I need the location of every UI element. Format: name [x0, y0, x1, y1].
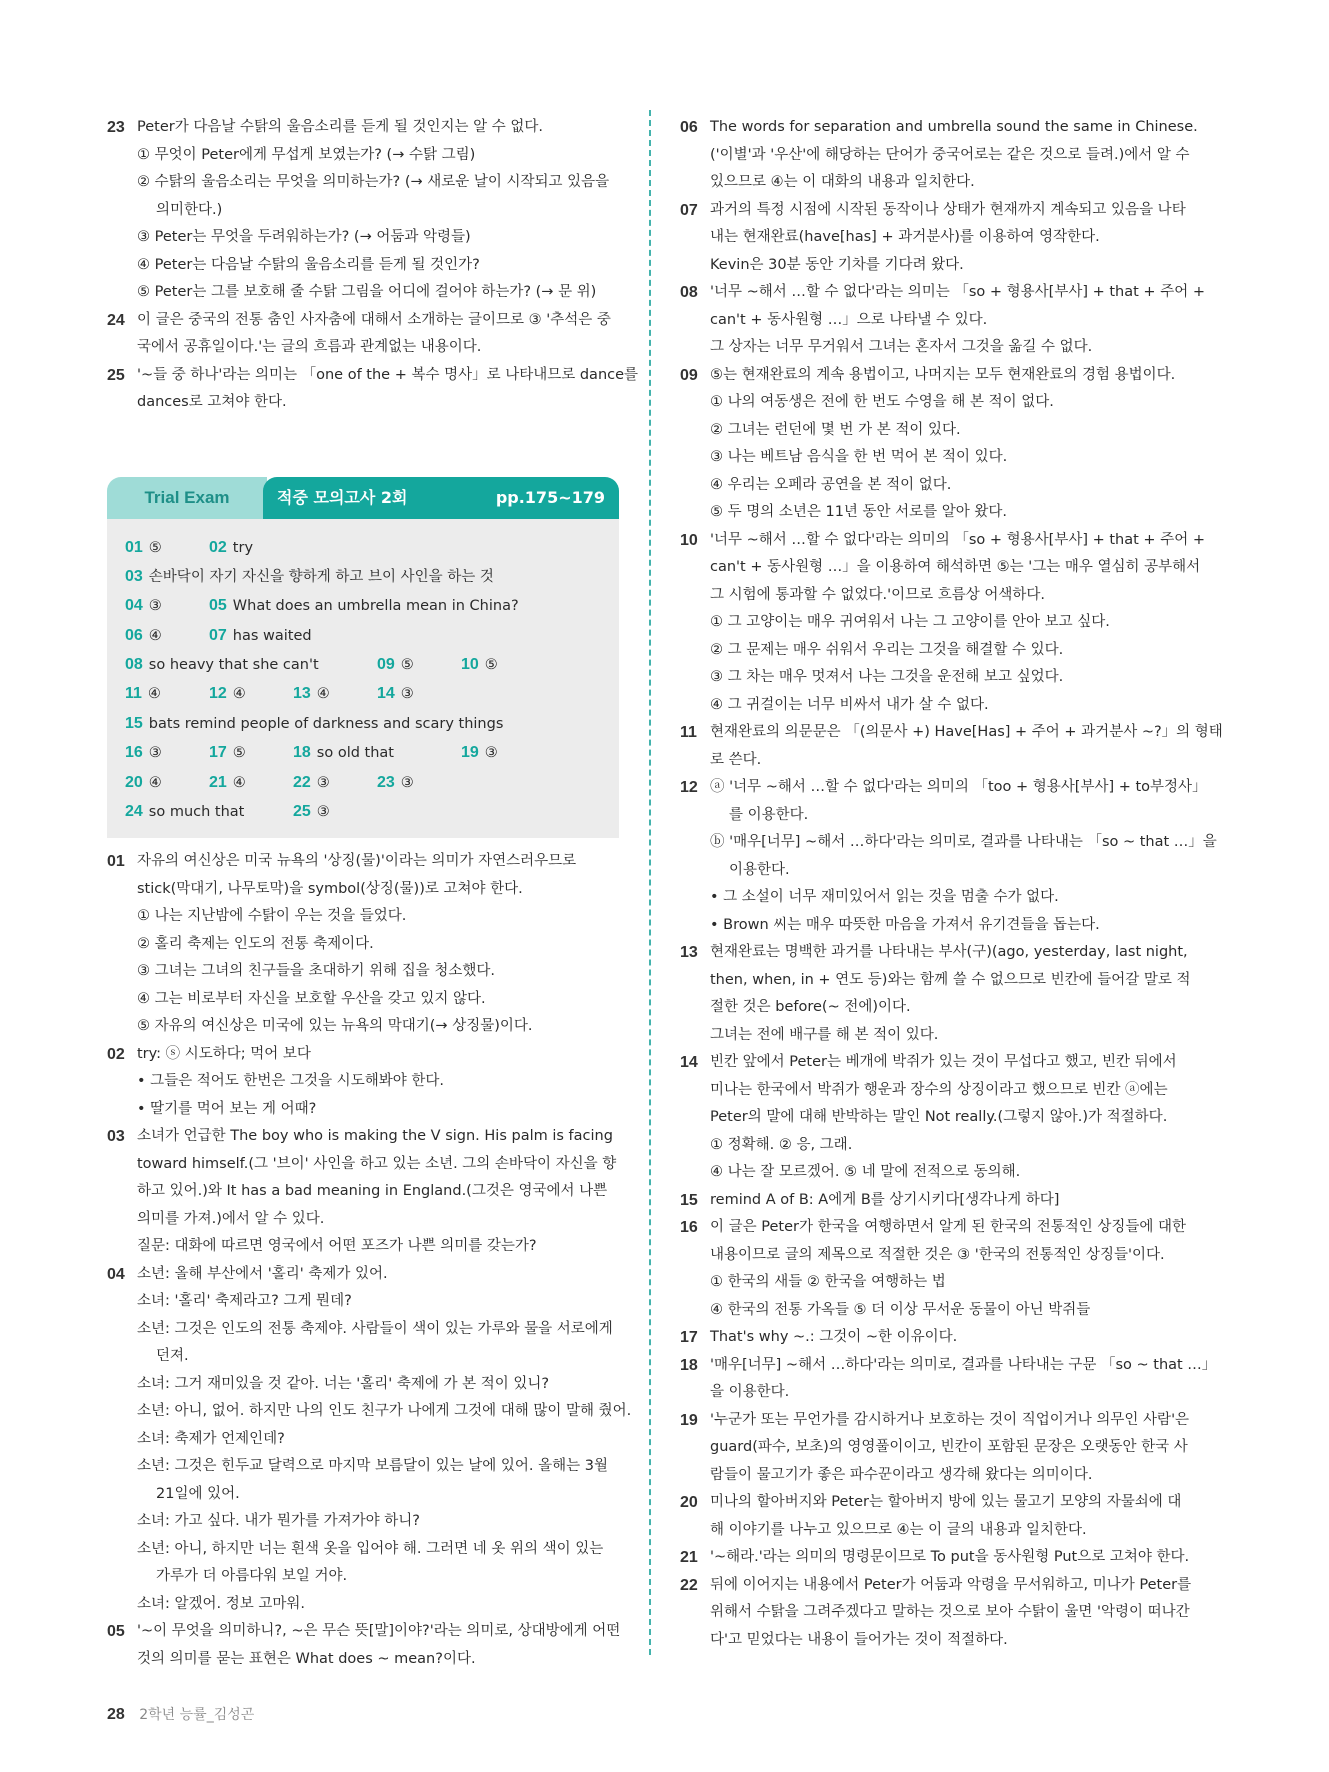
answer-number: 23: [377, 773, 395, 791]
question-number: 15: [680, 1191, 698, 1209]
answer-value: ⑤: [484, 657, 498, 674]
explanation-item: [680, 1544, 1195, 1572]
explanation-line: • 딸기를 먹어 보는 게 어때?: [137, 1100, 317, 1117]
answer-value: ⑤: [232, 745, 246, 762]
explanation-line: '~해라.'라는 의미의 명령문이므로 To put을 동사원형 Put으로 고쳐야 한다.: [710, 1549, 1190, 1565]
answer-number: 19: [461, 744, 479, 762]
answer-number: 01: [125, 538, 143, 556]
answer-cell: [125, 738, 162, 768]
explanation-line: remind A of B: A에게 B를 상기시키다[생각나게 하다]: [710, 1191, 1060, 1208]
trial-exam-tab: Trial Exam: [107, 477, 267, 519]
explanation-line: Kevin은 30분 동안 기차를 기다려 왔다.: [710, 256, 964, 273]
explanation-line: ⑤ 자유의 여신상은 미국에 있는 뉴욕의 막대기(→ 상징물)이다.: [137, 1018, 533, 1035]
explanation-body: [710, 279, 1205, 362]
explanation-line: ② 수탉의 울음소리는 무엇을 의미하는가? (→ 새로운 날이 시작되고 있음을: [137, 174, 610, 190]
answer-row: [125, 562, 601, 591]
answer-cell: [209, 679, 246, 709]
answer-number: 11: [125, 685, 142, 703]
page-number: 28: [107, 1706, 125, 1723]
answer-number: 10: [461, 656, 479, 674]
trial-exam-pages: pp.175~179: [495, 487, 605, 507]
question-number: 20: [680, 1494, 698, 1511]
question-number: 08: [680, 284, 698, 301]
explanation-line: '너무 ~해서 …할 수 없다'라는 의미의 「so + 형용사[부사] + that + 주어 +: [710, 531, 1205, 548]
explanation-body: [710, 1407, 1195, 1490]
answer-number: 08: [125, 656, 143, 674]
explanation-line: 뒤에 이어지는 내용에서 Peter가 어둠과 악령을 무서워하고, 미나가 Peter를: [710, 1576, 1192, 1593]
explanation-line: ② 그 문제는 매우 쉬워서 우리는 그것을 해결할 수 있다.: [710, 641, 1064, 658]
explanation-item: [107, 848, 619, 1041]
explanation-body: [710, 1544, 1195, 1572]
answer-value: ③: [316, 774, 330, 791]
explanation-line: 소녀: 축제가 언제인데?: [137, 1430, 285, 1447]
explanation-line: 다'고 믿었다는 내용이 들어가는 것이 적절하다.: [710, 1631, 1008, 1648]
explanation-line: then, when, in + 연도 등)와는 함께 쓸 수 없으므로 빈칸에 들어갈 말로 적: [710, 971, 1191, 988]
explanation-item: [107, 362, 639, 417]
answer-cell: [125, 679, 161, 709]
answer-cell: [293, 679, 330, 709]
right-column: [680, 114, 1223, 1654]
explanation-line: 미나의 할아버지와 Peter는 할아버지 방에 있는 물고기 모양의 자물쇠에 대: [710, 1494, 1182, 1510]
explanation-line: guard(파수, 보초)의 영영풀이이고, 빈칸이 포함된 문장은 오랫동안 한국 사: [710, 1439, 1188, 1455]
explanation-item: [680, 1352, 1217, 1407]
answer-cell: [377, 768, 414, 798]
question-number: 05: [107, 1623, 125, 1641]
answer-value: ③: [148, 745, 162, 762]
answer-cell: [125, 533, 162, 563]
explanation-body: [137, 1261, 631, 1619]
explanations-23-25: [107, 114, 639, 417]
answer-row: [125, 679, 601, 708]
column-divider: [649, 110, 651, 1655]
explanation-body: [137, 307, 619, 362]
question-number: 14: [680, 1054, 698, 1071]
explanation-line: 21일에 있어.: [156, 1485, 240, 1502]
explanation-item: [107, 307, 619, 362]
explanation-line: 를 이용한다.: [729, 806, 809, 823]
explanation-line: ② 그녀는 런던에 몇 번 가 본 적이 있다.: [710, 421, 961, 438]
question-number: 25: [107, 366, 125, 384]
answer-number: 03: [125, 567, 143, 585]
explanation-body: [137, 1618, 620, 1673]
answer-cell: [125, 709, 503, 739]
explanation-line: ④ 나는 잘 모르겠어. ⑤ 네 말에 전적으로 동의해.: [710, 1164, 1021, 1180]
answer-number: 25: [293, 803, 311, 821]
answer-value: so old that: [316, 745, 394, 762]
question-number: 22: [680, 1576, 698, 1594]
answer-value: ④: [148, 627, 162, 644]
answer-value: ③: [316, 804, 330, 821]
question-number: 24: [107, 311, 125, 329]
answer-cell: [293, 768, 330, 798]
trial-exam-box: [107, 477, 619, 839]
explanation-line: 의미한다.): [156, 201, 223, 218]
explanation-line: ⑤는 현재완료의 계속 용법이고, 나머지는 모두 현재완료의 경험 용법이다.: [710, 366, 1176, 383]
answer-value: What does an umbrella mean in China?: [232, 598, 519, 615]
explanation-line: ① 나의 여동생은 전에 한 번도 수영을 해 본 적이 없다.: [710, 394, 1054, 410]
explanation-line: ('이별'과 '우산'에 해당하는 단어가 중국어로는 같은 것으로 들려.)에서 알 수: [710, 146, 1190, 163]
answer-row: [125, 768, 601, 797]
explanation-body: [710, 114, 1198, 197]
answer-number: 09: [377, 656, 395, 674]
explanation-line: ① 나는 지난밤에 수탉이 우는 것을 들었다.: [137, 908, 407, 925]
question-number: 21: [680, 1549, 698, 1566]
explanation-line: • 그 소설이 너무 재미있어서 읽는 것을 멈출 수가 없다.: [710, 889, 1059, 905]
answer-number: 20: [125, 773, 143, 791]
explanation-line: 소녀: '홀리' 축제라고? 그게 뭔데?: [137, 1293, 352, 1310]
explanation-item: [680, 939, 1195, 1049]
explanation-item: [680, 279, 1205, 362]
explanation-body: [710, 1572, 1195, 1655]
explanation-item: [680, 1049, 1195, 1187]
explanation-line: The words for separation and umbrella sound the same in Chinese.: [710, 119, 1198, 135]
question-number: 09: [680, 366, 698, 384]
explanation-line: 위해서 수탉을 그려주겠다고 말하는 것으로 보아 수탉이 울면 '악령이 떠나간: [710, 1604, 1190, 1620]
explanation-line: 소년: 아니, 없어. 하지만 나의 인도 친구가 나에게 그것에 대해 많이 말해 줬어.: [137, 1403, 632, 1420]
explanation-line: ④ Peter는 다음날 수탉의 울음소리를 듣게 될 것인가?: [137, 256, 480, 273]
explanation-line: Peter의 말에 대해 반박하는 말인 Not really.(그렇지 않아.)가 적절하다.: [710, 1109, 1168, 1125]
answer-cell: [209, 621, 312, 651]
explanation-line: ⓑ '매우[너무] ~해서 …하다'라는 의미로, 결과를 나타내는 「so ~ that …」을: [710, 834, 1217, 850]
answer-cell: [125, 650, 319, 680]
explanation-item: [680, 362, 1195, 527]
answer-value: ④: [316, 686, 330, 703]
left-column: [107, 114, 639, 1673]
explanation-body: [137, 1123, 619, 1261]
explanation-line: can't + 동사원형 …」으로 나타낼 수 있다.: [710, 311, 988, 328]
explanation-line: 그녀는 전에 배구를 해 본 적이 있다.: [710, 1026, 939, 1043]
explanation-line: can't + 동사원형 …」을 이용하여 해석하면 ⑤는 '그는 매우 열심히 공부해서: [710, 559, 1201, 575]
explanation-body: [710, 1049, 1195, 1187]
answer-cell: [377, 679, 414, 709]
question-number: 02: [107, 1045, 125, 1063]
explanation-line: ③ 그 차는 매우 멋져서 나는 그것을 운전해 보고 싶었다.: [710, 669, 1064, 685]
explanation-line: • Brown 씨는 매우 따뜻한 마음을 가져서 유기견들을 돕는다.: [710, 916, 1100, 933]
explanation-line: ③ 그녀는 그녀의 친구들을 초대하기 위해 집을 청소했다.: [137, 963, 496, 980]
explanation-line: 이 글은 Peter가 한국을 여행하면서 알게 된 한국의 전통적인 상징들에 대한: [710, 1219, 1187, 1235]
explanation-body: [710, 1214, 1195, 1324]
question-number: 23: [107, 119, 125, 136]
explanation-line: '너무 ~해서 …할 수 없다'라는 의미는 「so + 형용사[부사] + that + 주어 +: [710, 284, 1205, 300]
explanation-line: 소년: 그것은 힌두교 달력으로 마지막 보름달이 있는 날에 있어. 올해는 3월: [137, 1458, 609, 1475]
answer-value: ③: [148, 598, 162, 615]
explanation-line: 소녀: 그거 재미있을 것 같아. 너는 '홀리' 축제에 가 본 적이 있니?: [137, 1375, 550, 1392]
answer-row: [125, 709, 601, 738]
explanation-body: [710, 1324, 1195, 1352]
answer-cell: [293, 738, 394, 768]
answer-cell: [125, 621, 162, 651]
explanation-line: 이 글은 중국의 전통 춤인 사자춤에 대해서 소개하는 글이므로 ③ '추석은 중: [137, 311, 611, 328]
explanation-body: [710, 1489, 1195, 1544]
answer-row: [125, 621, 601, 650]
explanation-line: 람들이 물고기가 좋은 파수꾼이라고 생각해 왔다는 의미이다.: [710, 1466, 1093, 1483]
explanation-line: '누군가 또는 무언가를 감시하거나 보호하는 것이 직업이거나 의무인 사람'은: [710, 1411, 1190, 1428]
explanation-body: [710, 527, 1205, 720]
explanation-item: [107, 1041, 619, 1124]
answer-value: so heavy that she can't: [148, 657, 319, 674]
explanation-line: 가루가 더 아름다워 보일 거야.: [156, 1568, 348, 1585]
answer-value: so much that: [148, 804, 245, 821]
explanations-01-05: [107, 848, 632, 1673]
explanation-line: ① 정확해. ② 응, 그래.: [710, 1136, 853, 1153]
answer-row: [125, 533, 601, 562]
question-number: 16: [680, 1219, 698, 1236]
explanation-line: That's why ~.: 그것이 ~한 이유이다.: [710, 1329, 958, 1345]
answer-value: try: [232, 539, 254, 556]
explanation-body: [710, 939, 1195, 1049]
answer-value: ④: [232, 774, 246, 791]
explanation-body: [137, 1041, 619, 1124]
explanation-line: 하고 있어.)와 It has a bad meaning in England.(그것은 영국에서 나쁜: [137, 1183, 608, 1200]
answer-cell: [125, 562, 494, 592]
answer-number: 07: [209, 626, 227, 644]
question-number: 12: [680, 779, 698, 796]
explanation-line: 그 상자는 너무 무거워서 그녀는 혼자서 그것을 옮길 수 없다.: [710, 339, 1093, 355]
answer-row: [125, 797, 601, 826]
answer-value: has waited: [232, 627, 312, 644]
explanation-line: 이용한다.: [729, 861, 790, 878]
answer-number: 15: [125, 714, 143, 732]
answer-number: 22: [293, 773, 311, 791]
answer-value: ④: [148, 774, 162, 791]
explanation-line: 질문: 대화에 따르면 영국에서 어떤 포즈가 나쁜 의미를 갖는가?: [137, 1238, 537, 1255]
explanation-item: [107, 114, 619, 307]
answer-value: ③: [400, 774, 414, 791]
answer-number: 21: [209, 773, 227, 791]
explanation-line: stick(막대기, 나무토막)을 symbol(상징(물))로 고쳐야 한다.: [137, 880, 523, 897]
question-number: 01: [107, 853, 125, 871]
question-number: 07: [680, 201, 698, 219]
explanation-line: ④ 한국의 전통 가옥들 ⑤ 더 이상 무서운 동물이 아닌 박쥐들: [710, 1301, 1091, 1318]
explanation-body: [137, 848, 619, 1041]
explanation-line: 현재완료의 의문문은 「(의문사 +) Have[Has] + 주어 + 과거분사 ~?」의 형태: [710, 724, 1223, 740]
explanation-line: 있으므로 ④는 이 대화의 내용과 일치한다.: [710, 174, 975, 190]
explanation-line: ⑤ Peter는 그를 보호해 줄 수탉 그림을 어디에 걸어야 하는가? (→ 문 위): [137, 284, 597, 300]
explanation-line: 소년: 그것은 인도의 전통 축제야. 사람들이 색이 있는 가루와 물을 서로에게: [137, 1320, 613, 1337]
explanation-line: 빈칸 앞에서 Peter는 베개에 박쥐가 있는 것이 무섭다고 했고, 빈칸 뒤에서: [710, 1054, 1177, 1070]
explanation-item: [107, 1618, 619, 1673]
answer-number: 13: [293, 685, 311, 703]
answer-cell: [293, 797, 330, 827]
explanation-body: [710, 197, 1195, 280]
explanation-item: [680, 114, 1198, 197]
answer-number: 14: [377, 685, 395, 703]
explanation-item: [680, 1324, 1195, 1352]
answer-number: 06: [125, 626, 143, 644]
explanation-line: Peter가 다음날 수탉의 울음소리를 듣게 될 것인지는 알 수 없다.: [137, 119, 543, 135]
answer-value: 손바닥이 자기 자신을 향하게 하고 브이 사인을 하는 것: [148, 568, 494, 585]
explanation-line: ③ 나는 베트남 음식을 한 번 먹어 본 적이 있다.: [710, 449, 1008, 465]
explanation-item: [107, 1123, 619, 1261]
explanation-line: 내용이므로 글의 제목으로 적절한 것은 ③ '한국의 전통적인 상징들'이다.: [710, 1246, 1165, 1263]
explanation-line: 로 쓴다.: [710, 751, 762, 768]
answer-number: 12: [209, 685, 227, 703]
answer-row: [125, 591, 601, 620]
answer-cell: [209, 591, 519, 621]
answer-cell: [209, 738, 246, 768]
answer-number: 18: [293, 744, 311, 762]
explanation-line: '매우[너무] ~해서 …하다'라는 의미로, 결과를 나타내는 구문 「so ~ that …」: [710, 1356, 1217, 1373]
trial-exam-title: 적중 모의고사 2회: [277, 487, 408, 507]
explanation-body: [710, 1187, 1195, 1215]
answer-cell: [125, 797, 244, 827]
explanation-line: ① 한국의 새들 ② 한국을 여행하는 법: [710, 1274, 946, 1290]
question-number: 03: [107, 1128, 125, 1146]
explanation-line: 국에서 공휴일이다.'는 글의 흐름과 관계없는 내용이다.: [137, 339, 482, 355]
question-number: 11: [680, 724, 697, 741]
explanation-item: [107, 1261, 632, 1619]
explanation-line: 해 이야기를 나누고 있으므로 ④는 이 글의 내용과 일치한다.: [710, 1521, 1087, 1538]
explanation-line: 그 시험에 통과할 수 없었다.'이므로 흐름상 어색하다.: [710, 586, 1046, 603]
answer-number: 17: [209, 744, 227, 762]
explanation-line: ② 홀리 축제는 인도의 전통 축제이다.: [137, 935, 374, 952]
explanation-item: [680, 1407, 1195, 1490]
explanation-line: 소녀: 가고 싶다. 내가 뭔가를 가져가야 하니?: [137, 1513, 420, 1530]
question-number: 04: [107, 1265, 125, 1283]
explanation-line: 내는 현재완료(have[has] + 과거분사)를 이용하여 영작한다.: [710, 229, 1100, 245]
explanation-body: [710, 719, 1223, 774]
answer-value: bats remind people of darkness and scary things: [148, 715, 504, 732]
explanation-line: toward himself.(그 '브이' 사인을 하고 있는 소년. 그의 손바닥이 자신을 향: [137, 1155, 617, 1172]
explanation-line: 것의 의미를 묻는 표현은 What does ~ mean?이다.: [137, 1650, 476, 1667]
answer-value: ③: [484, 745, 498, 762]
explanation-item: [680, 1572, 1195, 1655]
explanation-line: 소년: 올해 부산에서 '홀리' 축제가 있어.: [137, 1265, 388, 1282]
explanation-line: 과거의 특정 시점에 시작된 동작이나 상태가 현재까지 계속되고 있음을 나타: [710, 201, 1186, 218]
page-footer: [107, 1704, 254, 1724]
answer-cell: [461, 738, 498, 768]
explanation-line: 미나는 한국에서 박쥐가 행운과 장수의 상징이라고 했으므로 빈칸 ⓐ에는: [710, 1081, 1168, 1098]
footer-text: 2학년 능률_김성곤: [139, 1707, 255, 1723]
explanation-body: [710, 774, 1217, 939]
answer-cell: [125, 768, 162, 798]
explanation-line: • 그들은 적어도 한번은 그것을 시도해봐야 한다.: [137, 1073, 444, 1090]
question-number: 17: [680, 1329, 698, 1346]
answer-value: ⑤: [148, 539, 162, 556]
trial-exam-title-bar: [263, 477, 619, 519]
question-number: 10: [680, 531, 698, 549]
explanation-body: [710, 1352, 1216, 1407]
explanation-line: 소년: 아니, 하지만 너는 흰색 옷을 입어야 해. 그러면 네 옷 위의 색이 있는: [137, 1540, 604, 1557]
question-number: 06: [680, 119, 698, 136]
explanation-item: [680, 527, 1205, 720]
answer-row: [125, 738, 601, 767]
explanation-line: 소녀: 알겠어. 정보 고마워.: [137, 1595, 306, 1612]
explanation-body: [137, 362, 638, 417]
explanation-line: '~들 중 하나'라는 의미는 「one of the + 복수 명사」로 나타내므로 dance를: [137, 366, 639, 383]
explanation-line: 을 이용한다.: [710, 1384, 790, 1400]
explanation-line: ④ 우리는 오페라 공연을 본 적이 없다.: [710, 476, 952, 493]
answer-number: 24: [125, 803, 143, 821]
explanation-line: ④ 그 귀걸이는 너무 비싸서 내가 살 수 없다.: [710, 696, 989, 713]
explanation-line: 절한 것은 before(~ 전에)이다.: [710, 999, 911, 1015]
trial-exam-header: [107, 477, 619, 519]
explanation-item: [680, 1489, 1195, 1544]
explanation-item: [680, 197, 1195, 280]
answer-cell: [209, 533, 253, 563]
answer-number: 02: [209, 538, 227, 556]
explanation-item: [680, 1187, 1195, 1215]
answer-value: ⑤: [400, 657, 414, 674]
explanation-line: 현재완료는 명백한 과거를 나타내는 부사(구)(ago, yesterday, last night,: [710, 944, 1188, 960]
explanation-body: [137, 114, 619, 307]
explanation-line: 던져.: [156, 1348, 189, 1365]
explanation-item: [680, 774, 1217, 939]
explanation-line: ① 그 고양이는 매우 귀여워서 나는 그 고양이를 안아 보고 싶다.: [710, 614, 1110, 630]
explanation-line: '~이 무엇을 의미하니?, ~은 무슨 뜻[말]이야?'라는 의미로, 상대방에게 어떤: [137, 1623, 621, 1640]
explanation-line: try: ⓢ 시도하다; 먹어 보다: [137, 1045, 311, 1062]
explanation-item: [680, 719, 1223, 774]
explanation-line: ⑤ 두 명의 소년은 11년 동안 서로를 알아 왔다.: [710, 504, 1008, 520]
explanation-line: ⓐ '너무 ~해서 …할 수 없다'라는 의미의 「too + 형용사[부사] + to부정사」: [710, 779, 1207, 795]
answer-number: 16: [125, 744, 143, 762]
answer-number: 04: [125, 597, 143, 615]
answer-key-grid: [107, 519, 619, 839]
question-number: 19: [680, 1411, 698, 1429]
answer-cell: [209, 768, 246, 798]
explanation-line: dances로 고쳐야 한다.: [137, 394, 287, 410]
question-number: 18: [680, 1356, 698, 1374]
explanation-item: [680, 1214, 1195, 1324]
explanations-06-22: [680, 114, 1223, 1654]
explanation-line: 소녀가 언급한 The boy who is making the V sign. His palm is facing: [137, 1128, 613, 1145]
explanation-body: [710, 362, 1195, 527]
explanation-line: 자유의 여신상은 미국 뉴욕의 '상징(물)'이라는 의미가 자연스러우므로: [137, 853, 577, 870]
answer-number: 05: [209, 597, 227, 615]
explanation-line: 의미를 가져.)에서 알 수 있다.: [137, 1210, 325, 1227]
answer-cell: [461, 650, 498, 680]
answer-value: ④: [147, 686, 161, 703]
explanation-line: ④ 그는 비로부터 자신을 보호할 우산을 갖고 있지 않다.: [137, 990, 486, 1007]
explanation-line: ③ Peter는 무엇을 두려워하는가? (→ 어둠과 악령들): [137, 229, 471, 245]
answer-cell: [377, 650, 414, 680]
answer-value: ③: [400, 686, 414, 703]
answer-cell: [125, 591, 162, 621]
answer-value: ④: [232, 686, 246, 703]
answer-row: [125, 650, 601, 679]
question-number: 13: [680, 944, 698, 961]
explanation-line: ① 무엇이 Peter에게 무섭게 보였는가? (→ 수탉 그림): [137, 146, 476, 163]
